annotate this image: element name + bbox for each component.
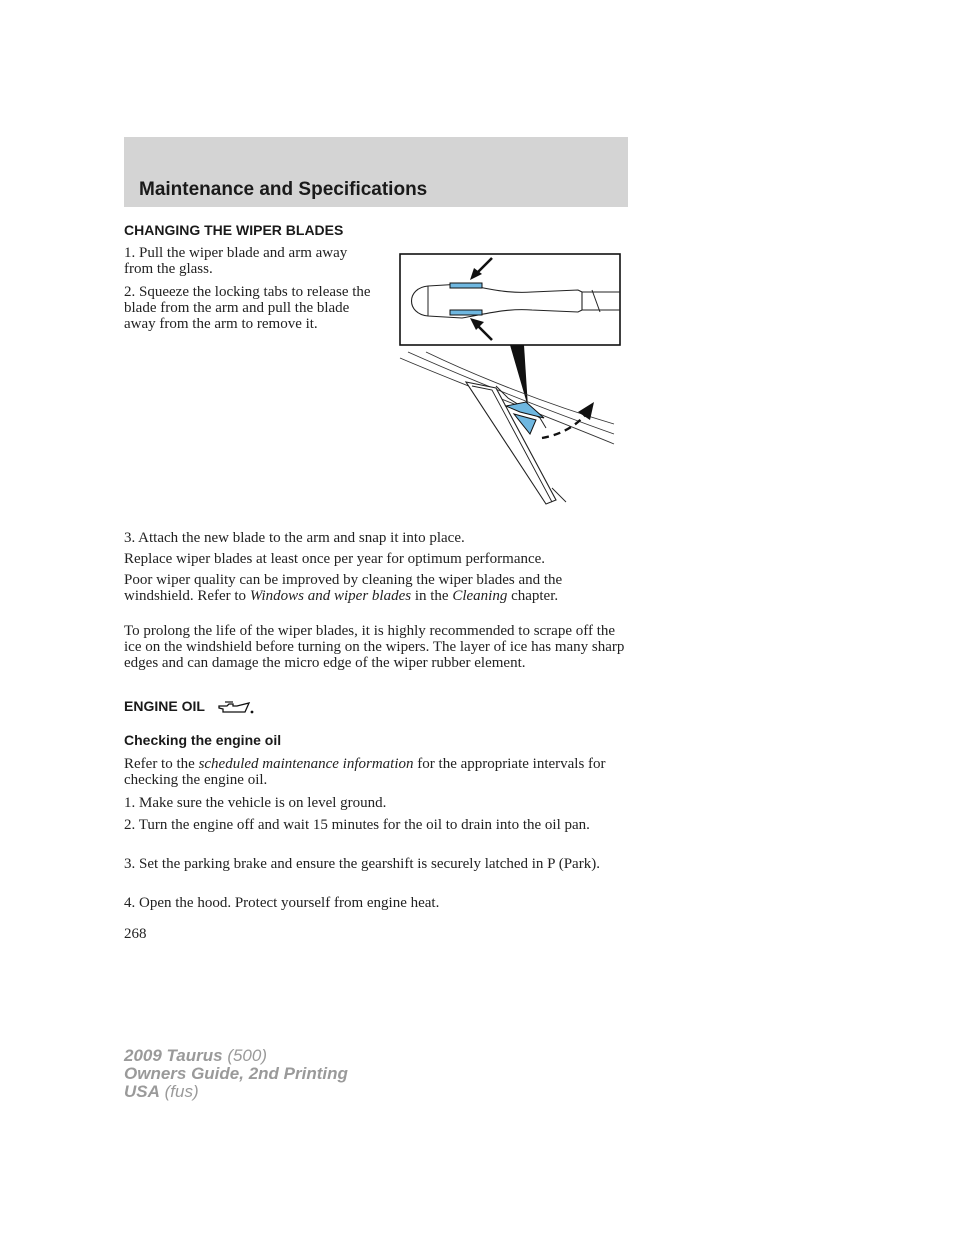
- footer-line-1: 2009 Taurus (500): [124, 1046, 268, 1065]
- wiper-diagram-svg: [396, 252, 624, 508]
- wiper-prolong-note: To prolong the life of the wiper blades, it is highly recommended to scrape off the ice on the windshield before turning on the wipers. The layer of ice has many sharp edges and can damage the micro edge of the wiper rubber element.: [124, 623, 625, 671]
- wiper-heading: CHANGING THE WIPER BLADES: [124, 222, 344, 238]
- locking-tab-bottom: [450, 310, 482, 315]
- footer-line-3: USA (fus): [124, 1082, 199, 1101]
- oil-step-4: 4. Open the hood. Protect yourself from engine heat.: [124, 895, 440, 911]
- wiper-step-3: 3. Attach the new blade to the arm and snap it into place.: [124, 530, 465, 546]
- refer-text-2: for the appropriate intervals for checking the engine oil.: [124, 756, 606, 788]
- footer-line-2: Owners Guide, 2nd Printing: [124, 1064, 348, 1083]
- blade-tab: [506, 402, 544, 418]
- oil-refer: [124, 756, 628, 788]
- wiper-poor-quality: [124, 572, 628, 604]
- locking-tab-top: [450, 283, 482, 288]
- refer-text-1: Refer to the: [124, 756, 199, 772]
- inset-frame: [400, 254, 620, 345]
- wiper-step-1: 1. Pull the wiper blade and arm away from the glass.: [124, 245, 348, 277]
- wiper-step-2: 2. Squeeze the locking tabs to release the blade from the arm and pull the blade away from the arm to remove it.: [124, 284, 371, 332]
- document-footer: [124, 1047, 348, 1101]
- section-title: Maintenance and Specifications: [139, 179, 428, 200]
- oil-subheading-block: [124, 732, 628, 748]
- oil-heading-block: [124, 698, 628, 716]
- wiper-blade-illustration: [396, 252, 624, 508]
- poor-ref-windows: Windows and wiper blades: [249, 588, 412, 604]
- oil-subheading: Checking the engine oil: [124, 732, 282, 748]
- oil-heading: ENGINE OIL: [124, 698, 205, 714]
- page-number: 268: [124, 926, 147, 942]
- oil-step-1: 1. Make sure the vehicle is on level ground.: [124, 795, 387, 811]
- poor-text-2: in the: [411, 588, 453, 604]
- wiper-heading-block: [124, 222, 628, 238]
- oil-step-3: 3. Set the parking brake and ensure the gearshift is securely latched in P (Park).: [124, 856, 600, 872]
- callout-pointer: [510, 345, 528, 407]
- oil-step-2: 2. Turn the engine off and wait 15 minutes for the oil to drain into the oil pan.: [124, 817, 590, 833]
- refer-ref-schedule: scheduled maintenance information: [198, 756, 414, 772]
- oil-can-icon: [215, 700, 255, 716]
- poor-ref-cleaning: Cleaning: [452, 588, 508, 604]
- poor-text-3: chapter.: [507, 588, 559, 604]
- wiper-replace-note: Replace wiper blades at least once per year for optimum performance.: [124, 551, 546, 567]
- section-header-band: [124, 137, 628, 207]
- poor-text-1: Poor wiper quality can be improved by cleaning the wiper blades and the windshield. Refer to: [124, 572, 563, 604]
